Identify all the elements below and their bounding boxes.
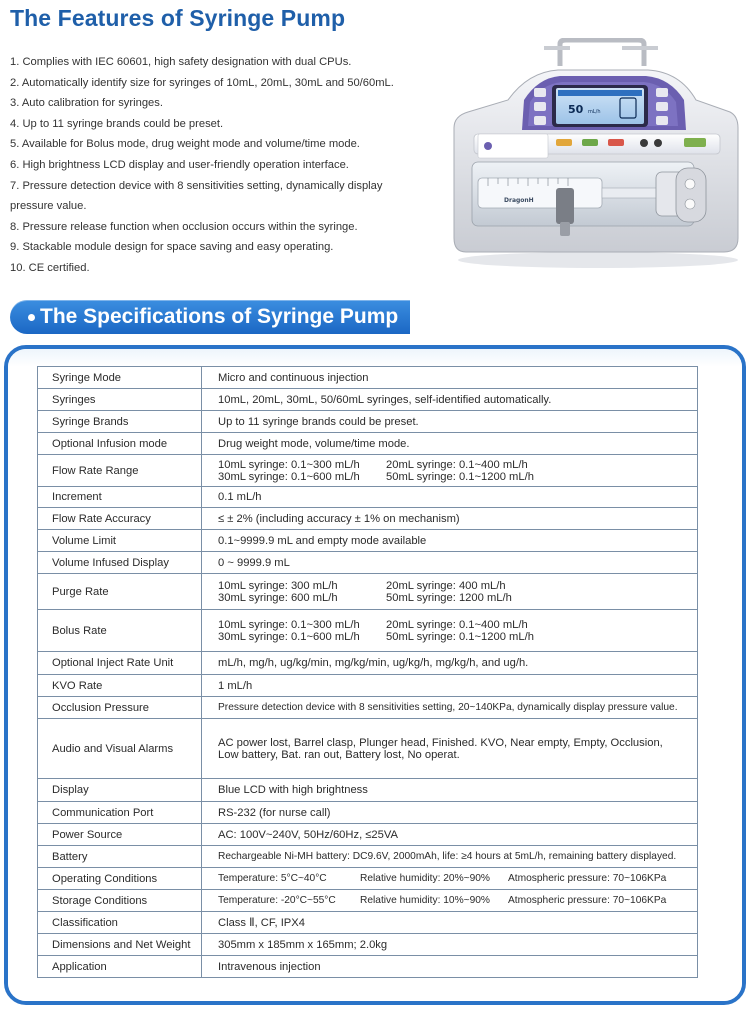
table-row	[38, 574, 698, 610]
spec-value-line: 10mL syringe: 300 mL/h	[218, 579, 338, 592]
spec-key: Purge Rate	[38, 574, 202, 610]
spec-value-line: 50mL syringe: 0.1~1200 mL/h	[386, 630, 534, 643]
spec-value: 0.1 mL/h	[202, 487, 698, 508]
table-row	[38, 487, 698, 508]
spec-key: Syringes	[38, 389, 202, 411]
table-row	[38, 389, 698, 411]
spec-value: 0 ~ 9999.9 mL	[202, 552, 698, 574]
feature-item: 5. Available for Bolus mode, drug weight mode and volume/time mode.	[10, 138, 360, 151]
table-row	[38, 824, 698, 846]
spec-key: Power Source	[38, 824, 202, 846]
spec-key: Volume Limit	[38, 530, 202, 552]
spec-key: Battery	[38, 846, 202, 868]
spec-key: Communication Port	[38, 802, 202, 824]
bullet-dot-icon	[28, 314, 35, 321]
spec-key: Optional Inject Rate Unit	[38, 652, 202, 675]
spec-value-line: Temperature: 5°C~40°C	[218, 873, 327, 884]
spec-value-line: Atmospheric pressure: 70~106KPa	[508, 873, 667, 884]
pump-screen-unit: mL/h	[588, 109, 601, 115]
table-row	[38, 675, 698, 697]
spec-value-line: 10mL syringe: 0.1~300 mL/h	[218, 458, 360, 471]
specs-banner	[10, 300, 410, 334]
spec-key: Flow Rate Accuracy	[38, 508, 202, 530]
table-row	[38, 719, 698, 779]
spec-key: Syringe Brands	[38, 411, 202, 433]
feature-item: 7. Pressure detection device with 8 sensitivities setting, dynamically display	[10, 179, 383, 192]
spec-key: Dimensions and Net Weight	[38, 934, 202, 956]
spec-value: 10mL, 20mL, 30mL, 50/60mL syringes, self-identified automatically.	[202, 389, 698, 411]
table-row	[38, 846, 698, 868]
specs-title: The Specifications of Syringe Pump	[40, 305, 399, 328]
table-row	[38, 652, 698, 675]
spec-value: mL/h, mg/h, ug/kg/min, mg/kg/min, ug/kg/h, mg/kg/h, and ug/h.	[202, 652, 698, 675]
spec-key: Application	[38, 956, 202, 978]
spec-value	[202, 719, 698, 779]
feature-item: 9. Stackable module design for space saving and easy operating.	[10, 241, 334, 254]
spec-value	[202, 610, 698, 652]
spec-key: Flow Rate Range	[38, 455, 202, 487]
table-row	[38, 610, 698, 652]
table-row	[38, 912, 698, 934]
table-row	[38, 455, 698, 487]
spec-value-line: Atmospheric pressure: 70~106KPa	[508, 895, 667, 906]
specs-table	[37, 366, 698, 978]
table-row	[38, 802, 698, 824]
spec-value-line: 30mL syringe: 600 mL/h	[218, 591, 338, 604]
pump-brand-label: DragonH	[504, 197, 534, 204]
spec-value	[202, 455, 698, 487]
table-row	[38, 697, 698, 719]
table-row	[38, 367, 698, 389]
spec-value-line: 20mL syringe: 0.1~400 mL/h	[386, 458, 528, 471]
table-row	[38, 530, 698, 552]
spec-value: Pressure detection device with 8 sensitivities setting, 20~140KPa, dynamically display pressure value.	[202, 697, 698, 719]
spec-value	[202, 868, 698, 890]
table-row	[38, 868, 698, 890]
spec-value-line: Low battery, Bat. ran out, Battery lost, No operat.	[218, 748, 460, 761]
table-row	[38, 779, 698, 802]
spec-key: Increment	[38, 487, 202, 508]
feature-item: 10. CE certified.	[10, 261, 90, 274]
spec-value: 305mm x 185mm x 165mm; 2.0kg	[202, 934, 698, 956]
table-row	[38, 433, 698, 455]
spec-value	[202, 574, 698, 610]
table-row	[38, 552, 698, 574]
features-title: The Features of Syringe Pump	[10, 5, 346, 31]
spec-value: Rechargeable Ni-MH battery: DC9.6V, 2000mAh, life: ≥4 hours at 5mL/h, remaining battery displayed.	[202, 846, 698, 868]
spec-value-line: 30mL syringe: 0.1~600 mL/h	[218, 630, 360, 643]
spec-key: Volume Infused Display	[38, 552, 202, 574]
spec-value-line: 10mL syringe: 0.1~300 mL/h	[218, 618, 360, 631]
spec-value-line: Temperature: -20°C~55°C	[218, 895, 336, 906]
table-row	[38, 890, 698, 912]
spec-value	[202, 890, 698, 912]
table-row	[38, 508, 698, 530]
spec-value: 0.1~9999.9 mL and empty mode available	[202, 530, 698, 552]
spec-value: AC: 100V~240V, 50Hz/60Hz, ≤25VA	[202, 824, 698, 846]
spec-value: 1 mL/h	[202, 675, 698, 697]
features-list	[10, 52, 440, 279]
feature-item: 8. Pressure release function when occlusion occurs within the syringe.	[10, 220, 358, 233]
table-row	[38, 934, 698, 956]
pump-screen-value: 50	[568, 103, 584, 116]
feature-item: 6. High brightness LCD display and user-friendly operation interface.	[10, 158, 349, 171]
table-row	[38, 956, 698, 978]
spec-key: Operating Conditions	[38, 868, 202, 890]
spec-value: Blue LCD with high brightness	[202, 779, 698, 802]
spec-key: Optional Infusion mode	[38, 433, 202, 455]
feature-item: 1. Complies with IEC 60601, high safety designation with dual CPUs.	[10, 56, 352, 68]
spec-value: Up to 11 syringe brands could be preset.	[202, 411, 698, 433]
spec-value-line: Relative humidity: 20%~90%	[360, 873, 490, 884]
spec-key: KVO Rate	[38, 675, 202, 697]
spec-key: Classification	[38, 912, 202, 934]
spec-value: Intravenous injection	[202, 956, 698, 978]
spec-value-line: AC power lost, Barrel clasp, Plunger head, Finished. KVO, Near empty, Empty, Occlusion,	[218, 736, 663, 749]
spec-value-line: 20mL syringe: 400 mL/h	[386, 579, 506, 592]
table-row	[38, 411, 698, 433]
spec-key: Syringe Mode	[38, 367, 202, 389]
syringe-pump-image	[448, 38, 740, 270]
spec-value-line: Relative humidity: 10%~90%	[360, 895, 490, 906]
spec-value-line: 30mL syringe: 0.1~600 mL/h	[218, 470, 360, 483]
spec-value: ≤ ± 2% (including accuracy ± 1% on mechanism)	[202, 508, 698, 530]
spec-key: Display	[38, 779, 202, 802]
feature-item: 3. Auto calibration for syringes.	[10, 97, 163, 110]
feature-item-continued: pressure value.	[10, 200, 87, 213]
spec-value-line: 50mL syringe: 0.1~1200 mL/h	[386, 470, 534, 483]
spec-key: Storage Conditions	[38, 890, 202, 912]
spec-value: RS-232 (for nurse call)	[202, 802, 698, 824]
spec-key: Audio and Visual Alarms	[38, 719, 202, 779]
feature-item: 4. Up to 11 syringe brands could be preset.	[10, 117, 224, 130]
spec-value: Drug weight mode, volume/time mode.	[202, 433, 698, 455]
spec-value-line: 50mL syringe: 1200 mL/h	[386, 591, 512, 604]
spec-value: Class Ⅱ, CF, IPX4	[202, 912, 698, 934]
spec-key: Bolus Rate	[38, 610, 202, 652]
spec-value: Micro and continuous injection	[202, 367, 698, 389]
spec-key: Occlusion Pressure	[38, 697, 202, 719]
spec-value-line: 20mL syringe: 0.1~400 mL/h	[386, 618, 528, 631]
feature-item: 2. Automatically identify size for syringes of 10mL, 20mL, 30mL and 50/60mL.	[10, 76, 394, 89]
